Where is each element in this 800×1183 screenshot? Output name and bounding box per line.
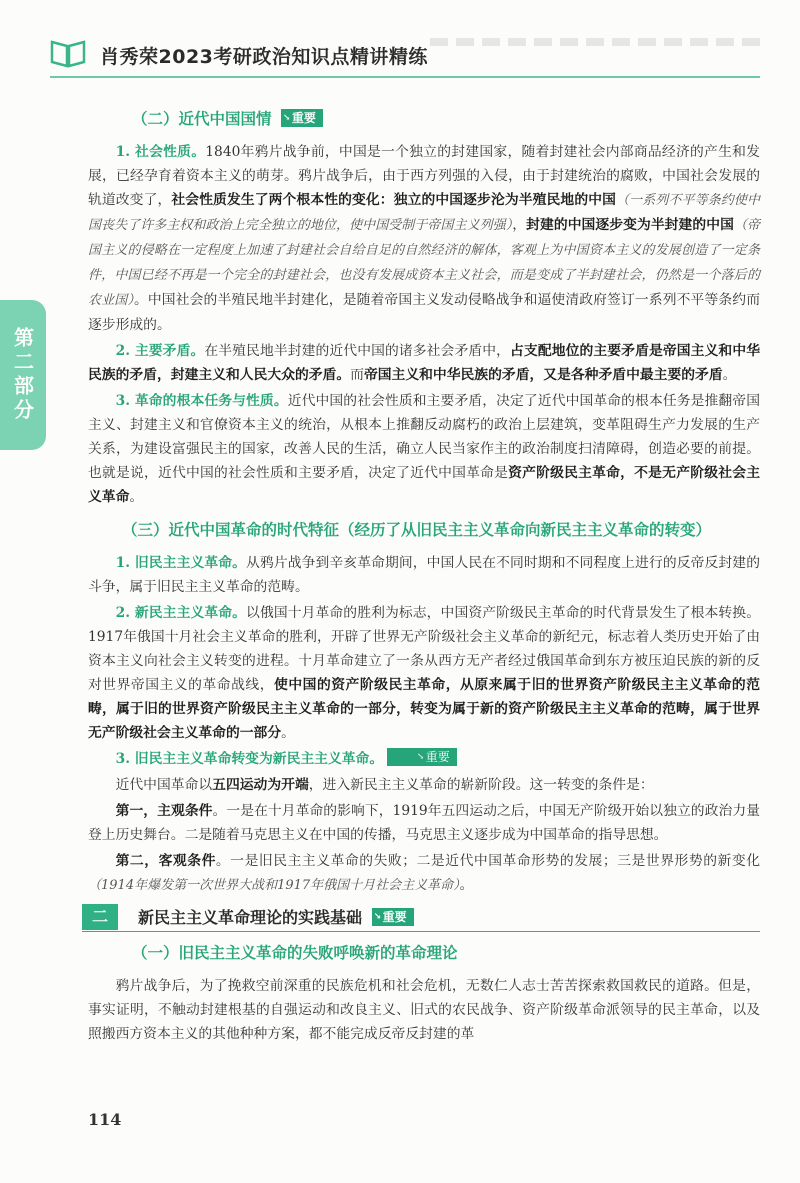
page-number: 114	[88, 1110, 122, 1129]
paragraph-transition-heading: 3. 旧民主主义革命转变为新民主主义革命。↘ 重要	[88, 747, 760, 771]
paragraph-subjective-conditions: 第一，主观条件。一是在十月革命的影响下，1919年五四运动之后，中国无产阶级开始以独立的政治力量登上历史舞台。二是随着马克思主义在中国的传播，马克思主义逐步成为中国革命的指导思想。	[88, 803, 760, 843]
page-header	[50, 34, 760, 78]
paragraph-revolution-task: 3. 革命的根本任务与性质。近代中国的社会性质和主要矛盾，决定了近代中国革命的根本任务是推翻帝国主义、封建主义和官僚资本主义的统治，从根本上推翻反动腐朽的政治上层建筑，变革阻碍生产力发展的生产关系，为建设富强民主的国家，改善人民的生活，确立人民当家作主的政治制度扫清障碍，创造必要的前提。也就是说，近代中国的社会性质和主要矛盾，决定了近代中国革命是资产阶级民主革命，不是无产阶级社会主义革命。	[88, 393, 761, 505]
paragraph-transition-intro: 近代中国革命以五四运动为开端，进入新民主主义革命的崭新阶段。这一转变的条件是：	[115, 777, 654, 793]
section-heading-2-1: （一）旧民主主义革命的失败呼唤新的革命理论	[132, 943, 458, 962]
part-side-tab-label: 第二部分	[10, 327, 35, 423]
paragraph-objective-conditions: 第二，客观条件。一是旧民主主义革命的失败；二是近代中国革命形势的发展；三是世界形势的新变化（1914年爆发第一次世界大战和1917年俄国十月社会主义革命）。	[88, 853, 761, 893]
paragraph-old-democratic: 1. 旧民主主义革命。从鸦片战争到辛亥革命期间，中国人民在不同时期和不同程度上进行的反帝反封建的斗争，属于旧民主主义革命的范畴。	[88, 555, 760, 595]
section-two-rule	[82, 931, 760, 932]
part-side-tab	[0, 300, 46, 450]
header-title: 肖秀荣2023考研政治知识点精讲精练	[100, 46, 428, 68]
section-number-box: 二	[82, 904, 118, 930]
open-book-icon	[50, 38, 86, 68]
header-decoration	[430, 38, 760, 46]
section-two-title: 新民主主义革命理论的实践基础 ↘ 重要	[138, 905, 414, 928]
section-heading-3: （三）近代中国革命的时代特征（经历了从旧民主主义革命向新民主主义革命的转变）	[122, 520, 712, 539]
section-heading-2: （二）近代中国国情 ↘ 重要	[132, 106, 760, 132]
important-badge: ↘ 重要	[372, 908, 414, 926]
paragraph-failure-old-revolution: 鸦片战争后，为了挽救空前深重的民族危机和社会危机，无数仁人志士苦苦探索救国救民的道路。但是，事实证明，不触动封建根基的自强运动和改良主义、旧式的农民战争、资产阶级革命派领导的民主革命，以及照搬西方资本主义的其他种种方案，都不能完成反帝反封建的革	[88, 978, 760, 1042]
paragraph-main-contradiction: 2. 主要矛盾。在半殖民地半封建的近代中国的诸多社会矛盾中，占支配地位的主要矛盾是帝国主义和中华民族的矛盾，封建主义和人民大众的矛盾。而帝国主义和中华民族的矛盾，又是各种矛盾中最主要的矛盾。	[88, 343, 761, 383]
paragraph-new-democratic: 2. 新民主主义革命。以俄国十月革命的胜利为标志，中国资产阶级民主革命的时代背景发生了根本转换。1917年俄国十月社会主义革命的胜利，开辟了世界无产阶级社会主义革命的新纪元，标志着人类历史开始了由资本主义向社会主义转变的进程。十月革命建立了一条从西方无产者经过俄国革命到东方被压迫民族的新的反对世界帝国主义的革命战线，使中国的资产阶级民主革命，从原来属于旧的世界资产阶级民主主义革命的范畴，属于旧的世界资产阶级民主主义革命的一部分，转变为属于新的资产阶级民主主义革命的范畴，属于世界无产阶级社会主义革命的一部分。	[88, 605, 760, 741]
section-two-heading	[82, 904, 760, 932]
important-badge: ↘ 重要	[387, 748, 457, 766]
paragraph-social-nature: 1. 社会性质。1840年鸦片战争前，中国是一个独立的封建国家，随着封建社会内部商品经济的产生和发展，已经孕育着资本主义的萌芽。鸦片战争后，由于西方列强的入侵，由于封建统治的腐败，中国社会发展的轨道改变了，社会性质发生了两个根本性的变化：独立的中国逐步沦为半殖民地的中国（一系列不平等条约使中国丧失了许多主权和政治上完全独立的地位，使中国受制于帝国主义列强），封建的中国逐步变为半封建的中国（帝国主义的侵略在一定程度上加速了封建社会自给自足的自然经济的解体，客观上为中国资本主义的发展创造了一定条件，中国已经不再是一个完全的封建社会，也没有发展成资本主义社会，而是变成了半封建社会，仍然是一个落后的农业国）。中国社会的半殖民地半封建化，是随着帝国主义发动侵略战争和逼使清政府签订一系列不平等条约而逐步形成的。	[88, 144, 760, 333]
important-badge: ↘ 重要	[281, 109, 323, 127]
page-content	[88, 106, 760, 1048]
